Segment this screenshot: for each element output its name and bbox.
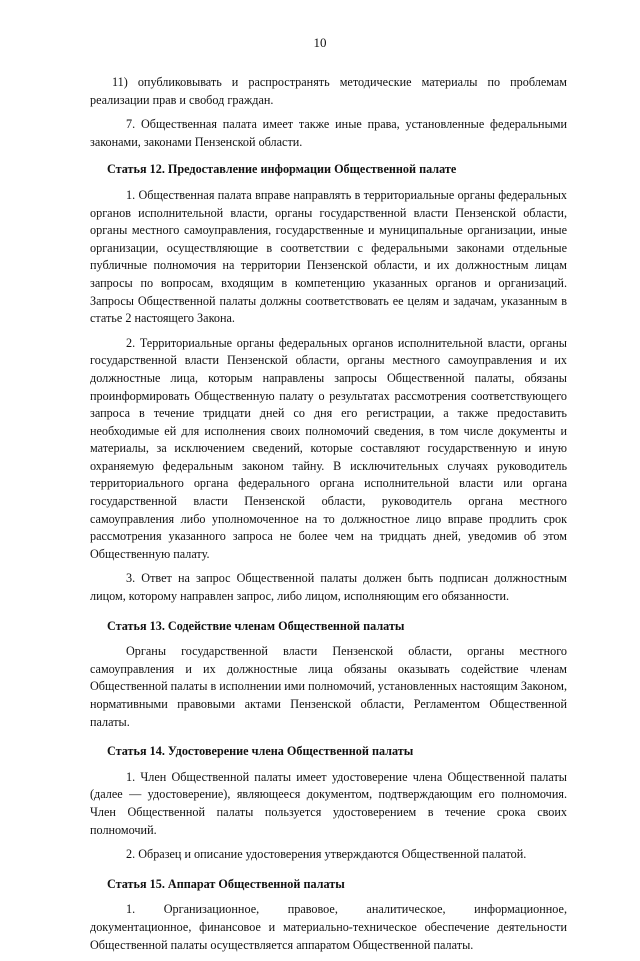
article-12-paragraph-1: 1. Общественная палата вправе направлять в территориальные органы федеральных органов исполнительной власти, органы государственной власти Пензенской области, органы местного самоуправления, государственные и муниципальные организации, иные организации, осуществляющие в соответствии с федеральными законами отдельные публичные полномочия на территории Пензенской области, и их должностным лицам запросы по вопросам, входящим в компетенцию указанных органов и организаций. Запросы Общественной палаты должны соответствовать ее целям и задачам, указанным в статье 2 настоящего Закона. (90, 187, 567, 326)
article-15-paragraph-1: 1. Организационное, правовое, аналитическое, информационное, документационное, финансовое и материально-техническое обеспечение деятельности Общественной палаты осуществляется аппаратом Общественной палаты. (90, 902, 567, 952)
article-14-paragraph-1: 1. Член Общественной палаты имеет удостоверение члена Общественной палаты (далее — удостоверение), являющееся документом, подтверждающим его полномочия. Член Общественной палаты пользуется удостоверением в течение срока своих полномочий. (90, 769, 567, 837)
article-12-paragraph-3: 3. Ответ на запрос Общественной палаты должен быть подписан должностным лицом, которому направлен запрос, либо лицом, исполняющим его обязанности. (90, 571, 567, 604)
article-14-heading: Статья 14. Удостоверение члена Общественной палаты (107, 744, 414, 759)
page-number: 10 (313, 35, 327, 50)
article-12-paragraph-2: 2. Территориальные органы федеральных органов исполнительной власти, органы государственной власти Пензенской области, органы местного самоуправления и их должностные лица, которым направлены запросы Общественной палаты, обязаны проинформировать Общественную палату о результатах рассмотрения соответствующего запроса в течение тридцати дней со дня его регистрации, а также предоставить необходимые ей для исполнения своих полномочий сведения, в том числе документы и материалы, за исключением сведений, которые составляют государственную и иную охраняемую федеральным законом тайну. В исключительных случаях руководитель территориального органа федерального органа исполнительной власти или органа государственной власти Пензенской области, руководитель органа местного самоуправления либо уполномоченное на то должностное лицо вправе продлить срок рассмотрения указанного запроса не более чем на тридцать дней, уведомив об этом Общественную палату. (90, 335, 567, 561)
article-15-heading: Статья 15. Аппарат Общественной палаты (107, 876, 345, 891)
article-13-heading: Статья 13. Содействие членам Общественной палаты (107, 618, 405, 633)
document-body (90, 74, 567, 961)
article-14-paragraph-2: 2. Образец и описание удостоверения утверждаются Общественной палатой. (126, 847, 527, 862)
article-13-paragraph-1: Органы государственной власти Пензенской области, органы местного самоуправления и их должностные лица обязаны оказывать содействие членам Общественной палаты в исполнении ими полномочий, установленных настоящим Законом, нормативными правовыми актами Пензенской области, Регламентом Общественной палаты. (90, 644, 567, 729)
paragraph-item-7: 7. Общественная палата имеет также иные права, установленные федеральными законами, законами Пензенской области. (90, 117, 567, 149)
article-12-heading: Статья 12. Предоставление информации Общественной палате (107, 162, 457, 177)
paragraph-item-11: 11) опубликовывать и распространять методические материалы по проблемам реализации прав и свобод граждан. (90, 75, 567, 107)
